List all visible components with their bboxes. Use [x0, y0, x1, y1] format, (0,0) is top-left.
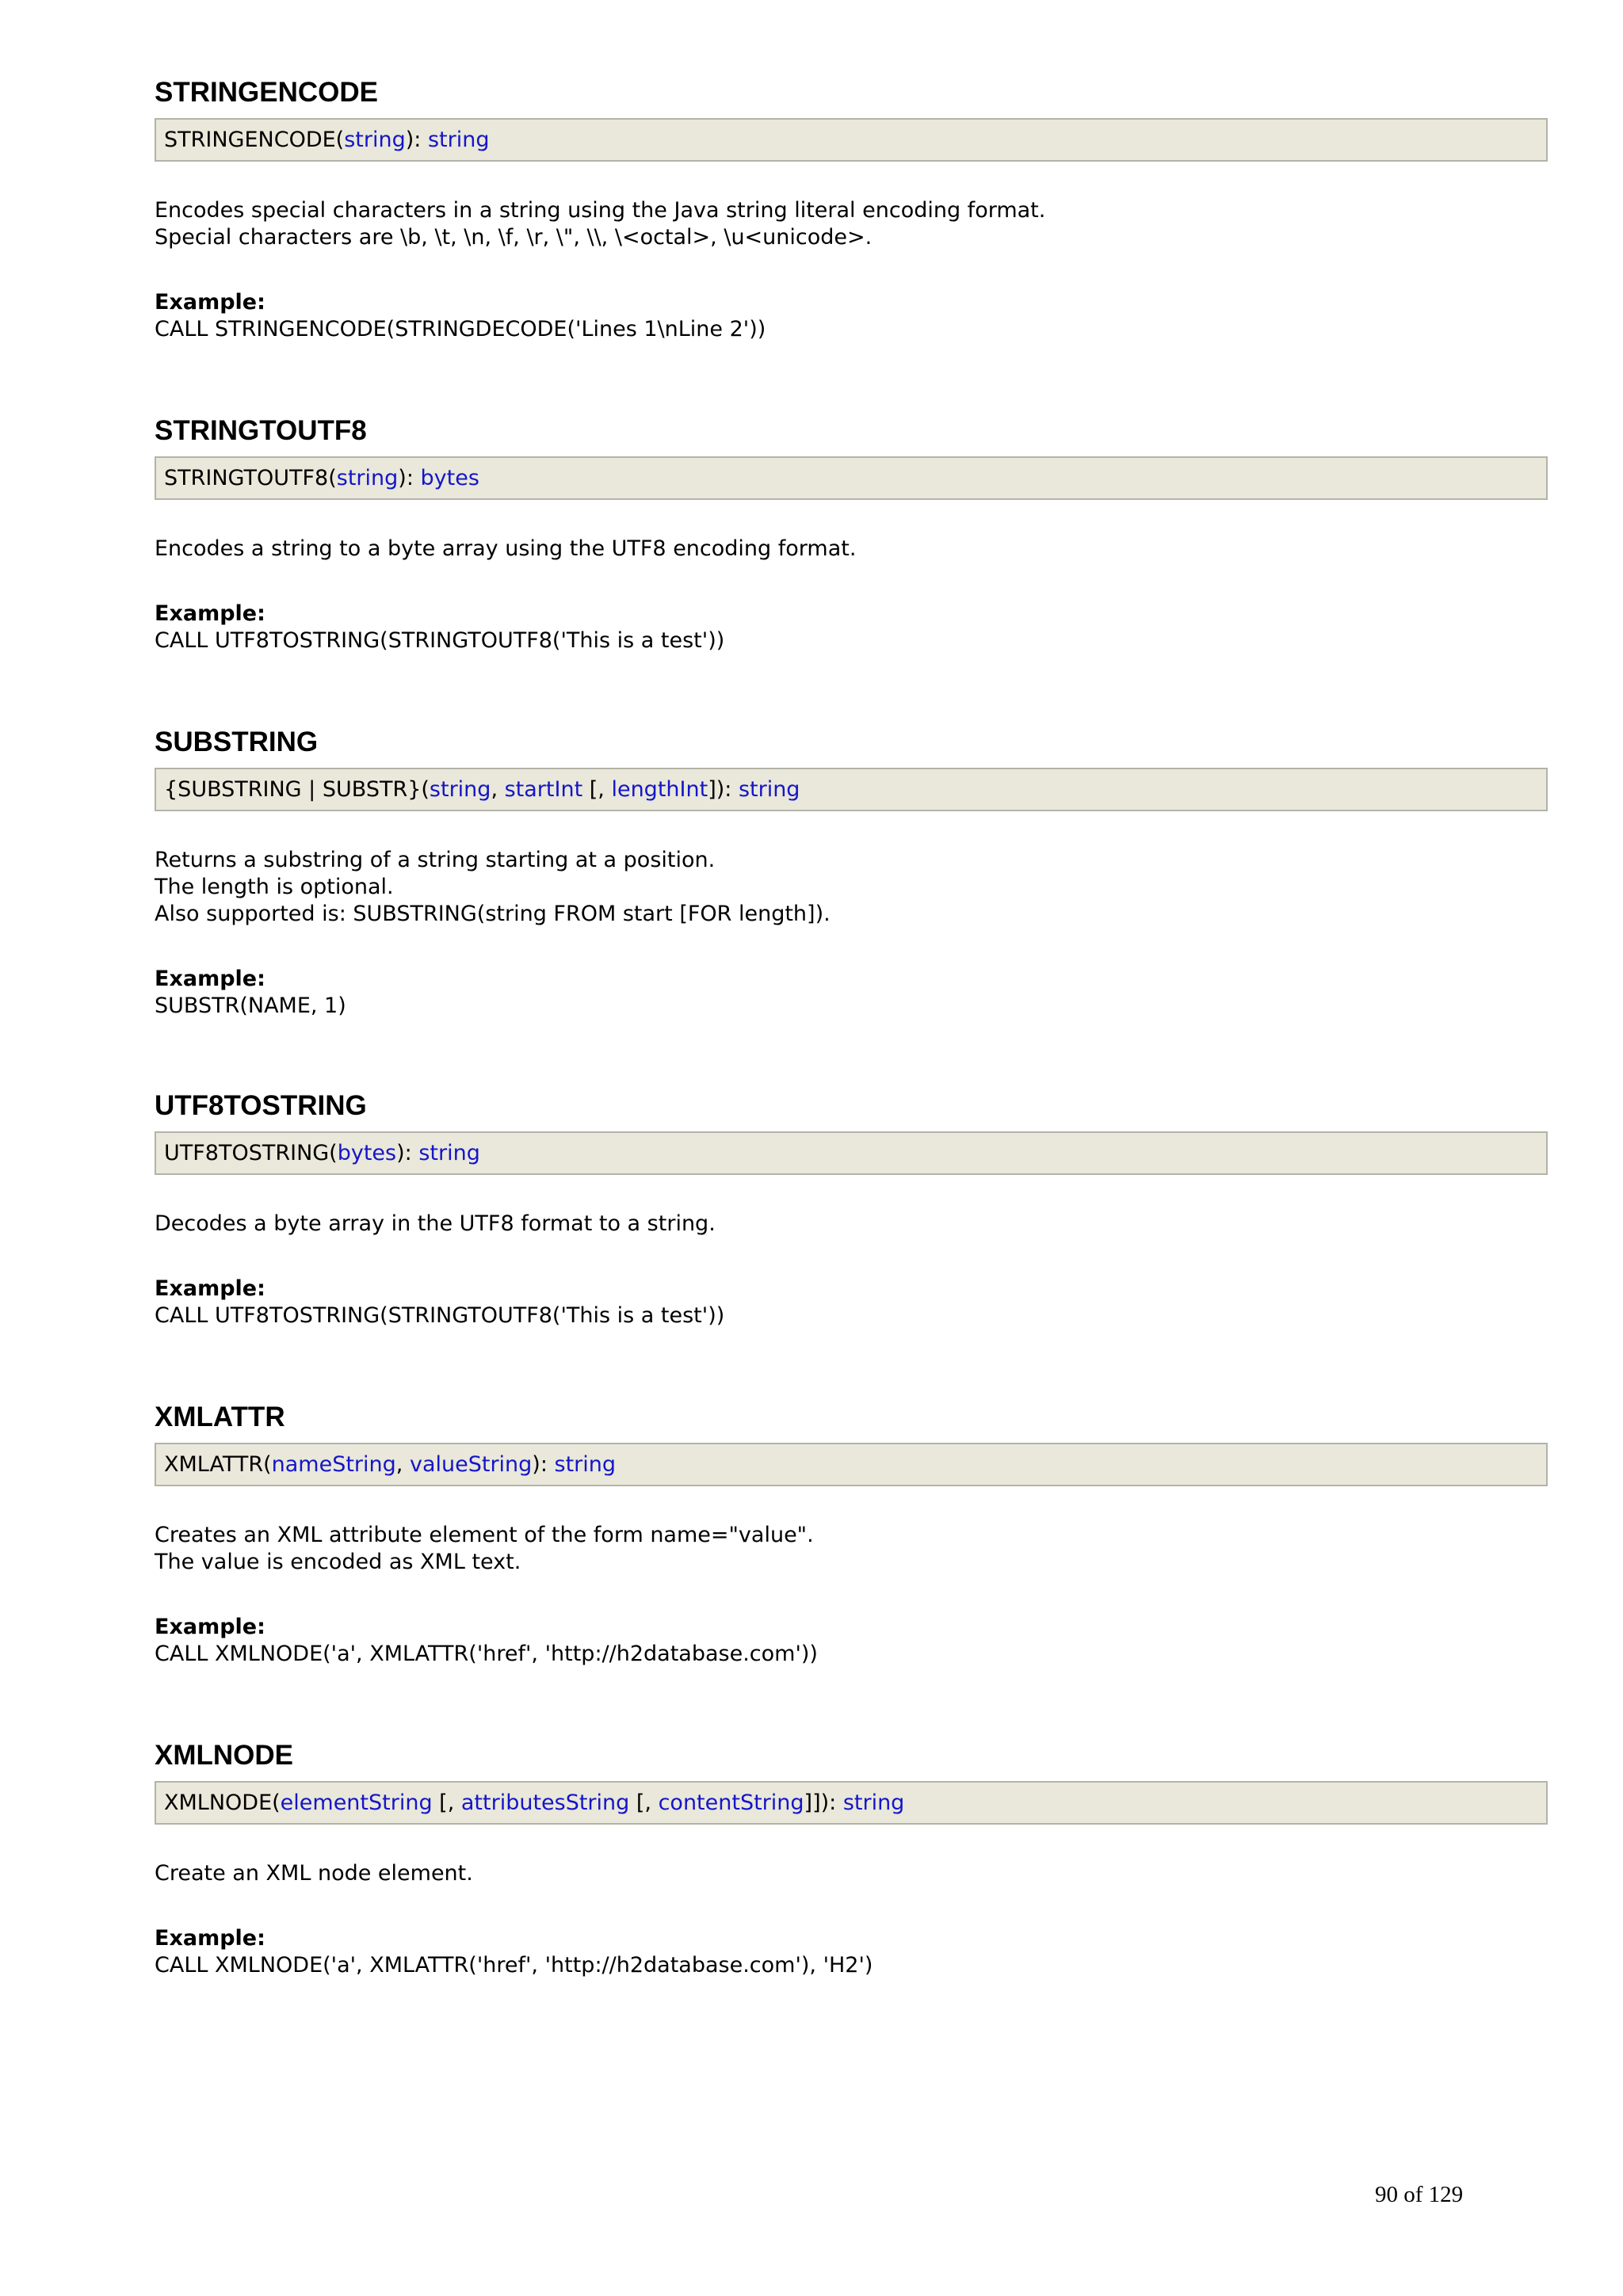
function-section-xmlattr [155, 1400, 1548, 1668]
syntax-box [155, 1781, 1548, 1825]
function-section-stringencode [155, 75, 1548, 343]
description-line: Creates an XML attribute element of the form name="value". [155, 1523, 814, 1547]
syntax-text: ): [405, 128, 428, 152]
description [155, 1522, 1548, 1576]
description-line: The value is encoded as XML text. [155, 1550, 521, 1574]
syntax-box [155, 118, 1548, 162]
syntax-text: , [491, 777, 505, 802]
syntax-text: [, [432, 1791, 461, 1815]
description [155, 1860, 1548, 1887]
function-section-substring [155, 725, 1548, 1020]
syntax-argument-link[interactable]: contentString [658, 1791, 804, 1815]
syntax-text: XMLATTR( [164, 1452, 272, 1477]
example-code: CALL UTF8TOSTRING(STRINGTOUTF8('This is a test')) [155, 1303, 725, 1328]
section-title: SUBSTRING [155, 727, 319, 757]
syntax-argument-link[interactable]: valueString [409, 1452, 533, 1477]
function-section-xmlnode [155, 1738, 1548, 1979]
description [155, 197, 1548, 251]
syntax-argument-link[interactable]: string [429, 777, 491, 802]
syntax-return-type-link[interactable]: string [738, 777, 800, 802]
syntax-text: ]]): [804, 1791, 843, 1815]
syntax-return-type-link[interactable]: string [427, 128, 490, 152]
syntax-argument-link[interactable]: string [344, 128, 406, 152]
syntax-text: ]): [708, 777, 739, 802]
description-line: Decodes a byte array in the UTF8 format to a string. [155, 1211, 716, 1236]
syntax-argument-link[interactable]: elementString [280, 1791, 433, 1815]
function-section-utf8tostring [155, 1089, 1548, 1329]
description-line: Returns a substring of a string starting at a position. [155, 848, 716, 872]
syntax-box [155, 1443, 1548, 1486]
syntax-text: XMLNODE( [164, 1791, 281, 1815]
syntax-text: ): [398, 466, 421, 490]
syntax-text: {SUBSTRING | SUBSTR}( [164, 777, 430, 802]
syntax-text: STRINGTOUTF8( [164, 466, 337, 490]
description-line: Special characters are \b, \t, \n, \f, \r, \", \\, \<octal>, \u<unicode>. [155, 225, 873, 250]
description-line: Encodes special characters in a string using the Java string literal encoding format. [155, 198, 1046, 223]
syntax-text: [, [582, 777, 612, 802]
description-line: Also supported is: SUBSTRING(string FROM start [FOR length]). [155, 902, 831, 926]
section-title: XMLATTR [155, 1402, 285, 1432]
description [155, 1211, 1548, 1238]
page-number: 90 of 129 [1375, 2182, 1464, 2207]
example-label: Example: [155, 967, 265, 991]
syntax-return-type-link[interactable]: string [842, 1791, 905, 1815]
description-line: Encodes a string to a byte array using the UTF8 encoding format. [155, 536, 857, 561]
syntax-text: UTF8TOSTRING( [164, 1141, 338, 1165]
description-line: Create an XML node element. [155, 1861, 473, 1886]
example-label: Example: [155, 1615, 265, 1639]
description [155, 536, 1548, 563]
syntax-return-type-link[interactable]: string [418, 1141, 480, 1165]
example-label: Example: [155, 601, 265, 626]
syntax-box [155, 456, 1548, 500]
syntax-text: , [395, 1452, 410, 1477]
example-code: SUBSTR(NAME, 1) [155, 994, 346, 1018]
example-code: CALL UTF8TOSTRING(STRINGTOUTF8('This is a test')) [155, 628, 725, 653]
description [155, 847, 1548, 928]
syntax-text: ): [396, 1141, 419, 1165]
syntax-text: ): [532, 1452, 555, 1477]
syntax-argument-link[interactable]: lengthInt [611, 777, 708, 802]
example-label: Example: [155, 1926, 265, 1951]
example-code: CALL XMLNODE('a', XMLATTR('href', 'http://h2database.com'), 'H2') [155, 1953, 873, 1978]
example-code: CALL XMLNODE('a', XMLATTR('href', 'http://h2database.com')) [155, 1642, 818, 1666]
syntax-box [155, 1131, 1548, 1175]
description-line: The length is optional. [155, 875, 394, 899]
section-title: UTF8TOSTRING [155, 1090, 367, 1121]
function-section-stringtoutf8 [155, 414, 1548, 654]
syntax-argument-link[interactable]: string [336, 466, 399, 490]
section-title: STRINGENCODE [155, 77, 378, 108]
section-title: XMLNODE [155, 1740, 293, 1771]
syntax-text: [, [629, 1791, 659, 1815]
syntax-argument-link[interactable]: startInt [504, 777, 583, 802]
syntax-argument-link[interactable]: attributesString [460, 1791, 630, 1815]
syntax-argument-link[interactable]: bytes [337, 1141, 397, 1165]
syntax-box [155, 768, 1548, 811]
example-label: Example: [155, 1276, 265, 1301]
syntax-return-type-link[interactable]: string [554, 1452, 617, 1477]
syntax-argument-link[interactable]: nameString [271, 1452, 396, 1477]
syntax-text: STRINGENCODE( [164, 128, 345, 152]
section-title: STRINGTOUTF8 [155, 415, 367, 446]
example-label: Example: [155, 290, 265, 315]
example-code: CALL STRINGENCODE(STRINGDECODE('Lines 1\nLine 2')) [155, 317, 766, 341]
syntax-return-type-link[interactable]: bytes [420, 466, 479, 490]
